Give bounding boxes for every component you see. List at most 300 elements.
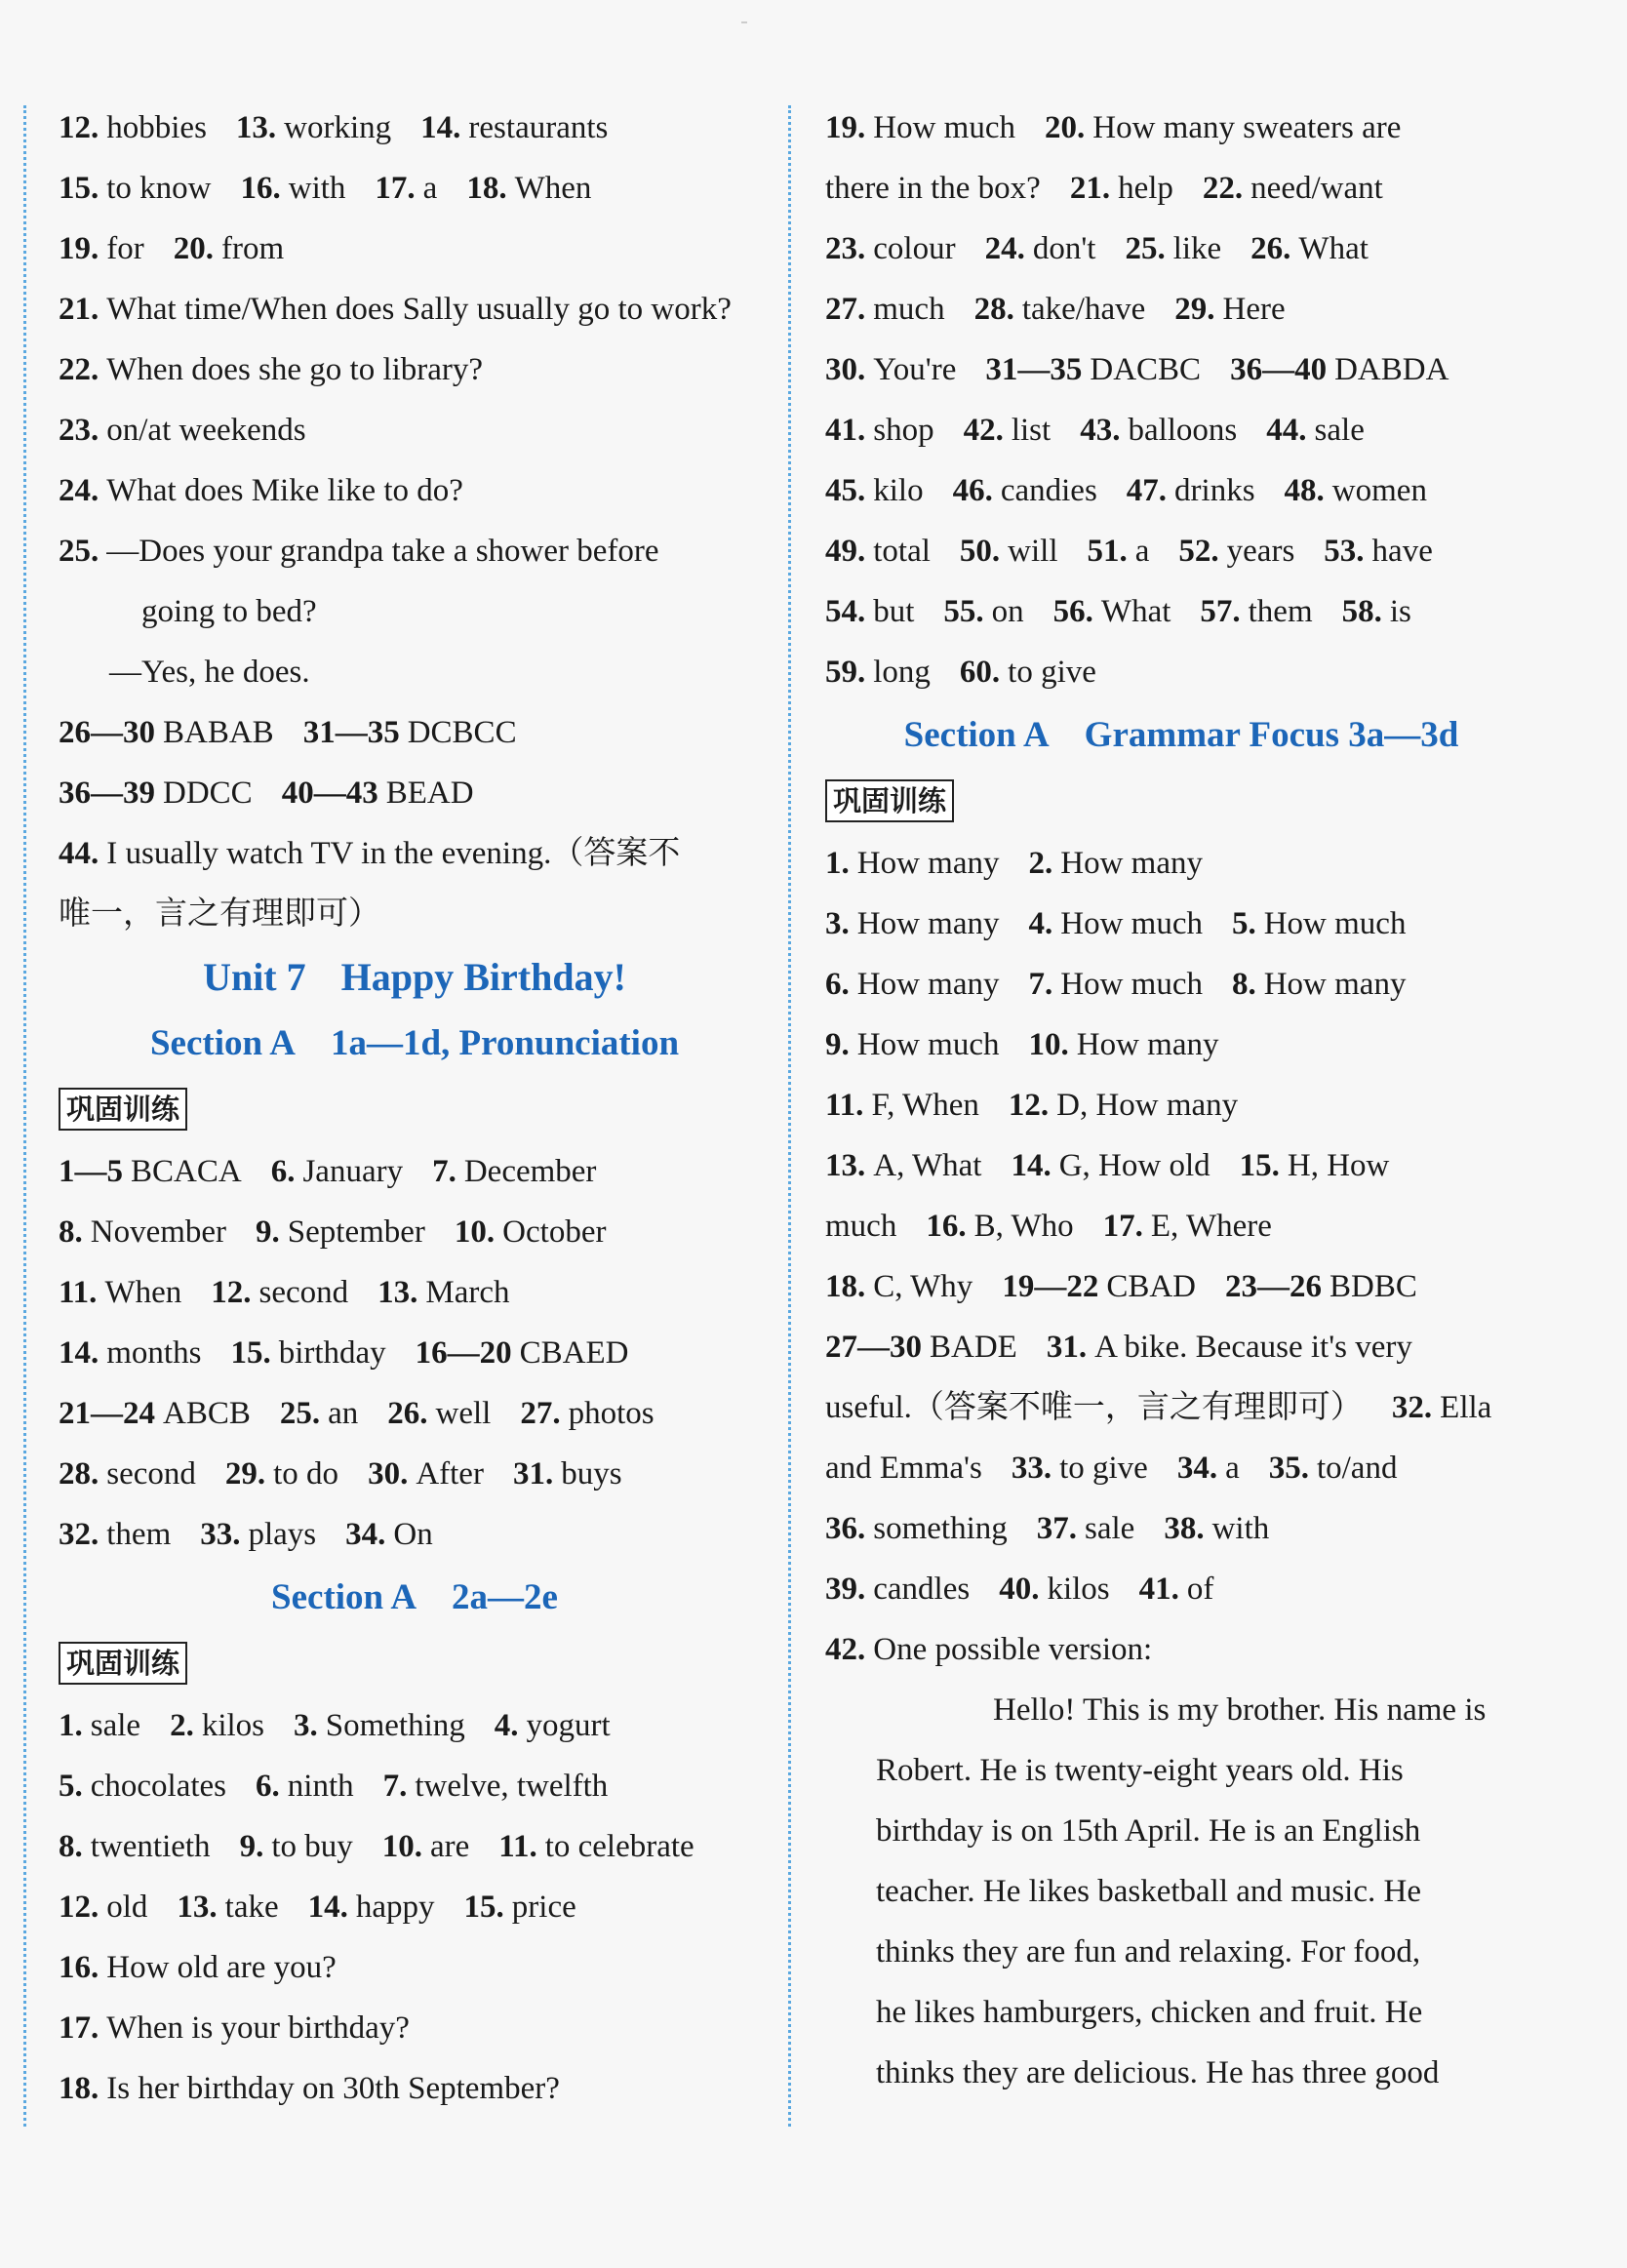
answer-line xyxy=(59,1877,771,1937)
answer-item xyxy=(387,1396,491,1431)
answer-item xyxy=(1002,1269,1196,1304)
item-number: 16. xyxy=(59,1950,99,1985)
item-number: 7. xyxy=(432,1154,456,1189)
answer-item xyxy=(308,1890,435,1925)
item-number: 18. xyxy=(825,1269,866,1304)
answer-item xyxy=(825,1027,999,1062)
item-answer: DABDA xyxy=(1334,352,1449,387)
answer-item xyxy=(236,110,391,145)
item-number: 41. xyxy=(1138,1572,1179,1607)
item-number: 11. xyxy=(825,1088,864,1123)
section-range: 2a—2e xyxy=(452,1577,558,1617)
answer-line xyxy=(825,339,1537,400)
item-number: 26. xyxy=(387,1396,428,1431)
item-answer: What time/When does Sally usually go to work? xyxy=(106,292,732,327)
answer-line xyxy=(59,339,771,400)
item-answer: drinks xyxy=(1174,473,1255,508)
item-answer: sale xyxy=(1085,1511,1135,1546)
answer-item xyxy=(59,231,144,266)
item-number: 11. xyxy=(59,1275,98,1310)
item-answer: twelve, twelfth xyxy=(415,1769,609,1804)
answer-line xyxy=(825,279,1537,339)
item-number: 36. xyxy=(825,1511,866,1546)
item-answer: to give xyxy=(1008,655,1096,690)
item-number: 12. xyxy=(59,1890,99,1925)
answer-item xyxy=(59,1214,226,1250)
item-answer: What xyxy=(1100,594,1171,629)
item-answer: After xyxy=(416,1456,484,1492)
answer-item xyxy=(1269,1451,1398,1486)
item-number: 24. xyxy=(59,473,99,508)
item-answer: photos xyxy=(568,1396,655,1431)
item-answer: candies xyxy=(1000,473,1097,508)
item-number: 16. xyxy=(240,171,281,206)
item-number: 1—5 xyxy=(59,1154,123,1189)
item-number: 18. xyxy=(466,171,507,206)
item-number: 9. xyxy=(239,1829,264,1864)
item-answer: going to bed? xyxy=(141,594,317,629)
item-number: 45. xyxy=(825,473,866,508)
item-number: 24. xyxy=(984,231,1025,266)
item-answer: is xyxy=(1389,594,1411,629)
scan-mark xyxy=(741,21,747,23)
answer-item xyxy=(59,1890,147,1925)
item-number: 14. xyxy=(1011,1148,1052,1183)
answer-item xyxy=(985,352,1201,387)
answer-item xyxy=(1225,1269,1417,1304)
answer-item xyxy=(825,906,999,941)
item-number: 58. xyxy=(1341,594,1382,629)
answer-line xyxy=(825,1135,1537,1196)
item-number: 33. xyxy=(200,1517,241,1552)
item-answer: How many xyxy=(1060,846,1203,881)
item-answer: How much xyxy=(1263,906,1407,941)
item-number: 32. xyxy=(59,1517,99,1552)
answer-line xyxy=(59,158,771,219)
item-answer: One possible version: xyxy=(873,1632,1153,1667)
item-answer: A, What xyxy=(873,1148,982,1183)
answer-line xyxy=(59,460,771,521)
item-answer: on/at weekends xyxy=(106,413,306,448)
answer-item xyxy=(1203,171,1383,206)
answer-item xyxy=(455,1214,607,1250)
answer-item xyxy=(1053,594,1171,629)
answer-item xyxy=(1266,413,1365,448)
item-number: 6. xyxy=(256,1769,280,1804)
item-answer: —Yes, he does. xyxy=(109,655,310,690)
answer-item xyxy=(59,776,253,811)
item-number: 18. xyxy=(59,2071,99,2106)
item-number: 48. xyxy=(1284,473,1325,508)
answer-item xyxy=(1240,1148,1390,1183)
item-number: 40—43 xyxy=(281,776,378,811)
answer-item xyxy=(960,534,1058,569)
answer-line xyxy=(825,219,1537,279)
practice-badge: 巩固训练 xyxy=(59,1642,187,1685)
item-answer: women xyxy=(1331,473,1427,508)
answer-line xyxy=(59,763,771,823)
item-number: 19. xyxy=(825,110,866,145)
item-answer: to give xyxy=(1059,1451,1148,1486)
item-number: 40. xyxy=(999,1572,1040,1607)
answer-block-5 xyxy=(825,98,1537,702)
item-answer: second xyxy=(258,1275,349,1310)
item-number: 22. xyxy=(59,352,99,387)
answer-item xyxy=(825,655,931,690)
item-answer: don't xyxy=(1032,231,1096,266)
item-number: 14. xyxy=(420,110,461,145)
item-number: 15. xyxy=(463,1890,504,1925)
item-answer: take xyxy=(224,1890,279,1925)
item-number: 10. xyxy=(381,1829,422,1864)
unit-number: Unit 7 xyxy=(203,955,306,999)
answer-item xyxy=(294,1708,465,1743)
item-answer: for xyxy=(106,231,144,266)
item-answer: chocolates xyxy=(90,1769,227,1804)
item-number: 20. xyxy=(173,231,214,266)
item-answer: When xyxy=(104,1275,182,1310)
item-number: 59. xyxy=(825,655,866,690)
answer-item xyxy=(985,231,1096,266)
item-answer: kilos xyxy=(201,1708,264,1743)
item-number: 27. xyxy=(520,1396,561,1431)
item-answer: BADE xyxy=(930,1330,1017,1365)
item-answer: H, How xyxy=(1287,1148,1390,1183)
practice-badge: 巩固训练 xyxy=(825,779,954,822)
item-number: 3. xyxy=(294,1708,318,1743)
answer-line xyxy=(59,98,771,158)
answer-line xyxy=(59,1444,771,1504)
answer-line xyxy=(825,400,1537,460)
answer-item xyxy=(1080,413,1237,448)
item-number: 13. xyxy=(377,1275,418,1310)
item-number: 20. xyxy=(1044,110,1086,145)
answer-line xyxy=(825,98,1537,158)
answer-item xyxy=(1125,231,1221,266)
answer-line xyxy=(825,1256,1537,1317)
answer-item xyxy=(953,473,1097,508)
answer-item xyxy=(466,171,591,206)
item-answer: How many xyxy=(856,846,1000,881)
item-answer: When xyxy=(514,171,592,206)
item-number: 1. xyxy=(59,1708,83,1743)
answer-line xyxy=(825,1559,1537,1619)
item-answer: colour xyxy=(873,231,956,266)
left-column xyxy=(59,98,771,2119)
answer-item xyxy=(498,1829,694,1864)
item-answer: second xyxy=(106,1456,196,1492)
answer-line xyxy=(825,1015,1537,1075)
item-answer: birthday xyxy=(278,1335,386,1371)
item-number: 46. xyxy=(952,473,993,508)
answer-line xyxy=(825,460,1537,521)
answer-item xyxy=(825,967,999,1002)
item-answer: have xyxy=(1371,534,1433,569)
answer-line xyxy=(59,1383,771,1444)
item-answer: a xyxy=(1225,1451,1240,1486)
item-number: 14. xyxy=(307,1890,348,1925)
item-number: 39. xyxy=(825,1572,866,1607)
item-answer: on xyxy=(991,594,1024,629)
item-number: 7. xyxy=(382,1769,408,1804)
item-number: 53. xyxy=(1324,534,1365,569)
answer-item xyxy=(383,1769,609,1804)
item-answer: —Does your grandpa take a shower before xyxy=(106,534,659,569)
answer-item xyxy=(282,776,474,811)
item-answer: years xyxy=(1226,534,1295,569)
answer-item xyxy=(520,1396,654,1431)
item-answer: DDCC xyxy=(163,776,253,811)
answer-item xyxy=(225,1456,338,1492)
item-number: 9. xyxy=(256,1214,280,1250)
item-number: 23. xyxy=(59,413,99,448)
item-number: 21—24 xyxy=(59,1396,155,1431)
item-number: 32. xyxy=(1391,1390,1433,1425)
badge-row xyxy=(59,1631,771,1695)
answer-item xyxy=(825,352,956,387)
answer-block-6 xyxy=(825,833,1537,1680)
item-answer: candles xyxy=(873,1572,971,1607)
item-answer: November xyxy=(90,1214,227,1250)
answer-item xyxy=(368,1456,484,1492)
answer-line xyxy=(59,1998,771,2058)
item-answer: plays xyxy=(248,1517,317,1552)
answer-line xyxy=(59,1504,771,1565)
item-answer: them xyxy=(106,1517,172,1552)
item-answer: something xyxy=(873,1511,1008,1546)
item-number: 35. xyxy=(1268,1451,1309,1486)
answer-line xyxy=(59,2058,771,2119)
answer-item xyxy=(59,715,274,750)
answer-line xyxy=(825,894,1537,954)
item-answer: You're xyxy=(873,352,957,387)
answer-line xyxy=(59,521,771,581)
answer-item xyxy=(825,171,1041,206)
item-number: 27. xyxy=(825,292,866,327)
item-answer: months xyxy=(106,1335,202,1371)
item-number: 19—22 xyxy=(1002,1269,1099,1304)
answer-item xyxy=(1164,1511,1269,1546)
item-answer: How many xyxy=(1076,1027,1219,1062)
essay-line: teacher. He likes basketball and music. He xyxy=(876,1874,1421,1909)
answer-item xyxy=(59,1335,201,1371)
item-answer: useful.（答案不唯一，言之有理即可） xyxy=(825,1390,1363,1425)
item-number: 23—26 xyxy=(1225,1269,1322,1304)
answer-item xyxy=(59,413,306,448)
item-number: 50. xyxy=(959,534,1001,569)
item-answer: balloons xyxy=(1128,413,1238,448)
answer-item xyxy=(825,846,999,881)
item-answer: F, When xyxy=(871,1088,979,1123)
item-number: 31. xyxy=(1046,1330,1088,1365)
answer-line xyxy=(825,1377,1537,1438)
answer-line xyxy=(59,1323,771,1383)
answer-line xyxy=(825,1498,1537,1559)
item-number: 36—39 xyxy=(59,776,155,811)
answer-line xyxy=(825,833,1537,894)
answer-item xyxy=(59,2010,410,2046)
item-answer: much xyxy=(825,1209,897,1244)
item-answer: When does she go to library? xyxy=(106,352,484,387)
item-number: 60. xyxy=(959,655,1001,690)
answer-line xyxy=(59,1695,771,1756)
item-answer: How many xyxy=(856,967,1000,1002)
answer-item xyxy=(825,1269,972,1304)
item-number: 37. xyxy=(1036,1511,1077,1546)
answer-item xyxy=(825,413,934,448)
answer-item xyxy=(59,1769,226,1804)
item-answer: On xyxy=(393,1517,433,1552)
item-answer: ninth xyxy=(287,1769,354,1804)
answer-item xyxy=(926,1209,1073,1244)
answer-item xyxy=(825,1572,970,1607)
answer-item xyxy=(825,110,1015,145)
item-answer: BDBC xyxy=(1329,1269,1417,1304)
item-answer: buys xyxy=(561,1456,622,1492)
answer-line xyxy=(825,1075,1537,1135)
answer-item xyxy=(1009,1088,1238,1123)
answer-item xyxy=(382,1829,470,1864)
item-number: 11. xyxy=(498,1829,537,1864)
item-answer: happy xyxy=(355,1890,435,1925)
item-number: 12. xyxy=(59,110,99,145)
item-number: 44. xyxy=(1266,413,1307,448)
item-answer: How much xyxy=(856,1027,1000,1062)
item-number: 21. xyxy=(59,292,99,327)
answer-line xyxy=(59,702,771,763)
item-answer: price xyxy=(511,1890,576,1925)
answer-item xyxy=(1200,594,1312,629)
item-number: 21. xyxy=(1069,171,1111,206)
badge-row xyxy=(825,769,1537,833)
item-answer: I usually watch TV in the evening.（答案不 xyxy=(106,836,681,871)
answer-item xyxy=(256,1214,425,1250)
item-answer: DCBCC xyxy=(407,715,517,750)
answer-block-2 xyxy=(59,702,771,823)
answer-item xyxy=(1028,846,1202,881)
answer-item xyxy=(59,1517,171,1552)
item-answer: to celebrate xyxy=(544,1829,694,1864)
item-answer: B, Who xyxy=(973,1209,1074,1244)
item-number: 31. xyxy=(512,1456,554,1492)
answer-item xyxy=(825,1209,896,1244)
item-number: 1. xyxy=(825,846,850,881)
item-answer: What xyxy=(1298,231,1369,266)
answer-line xyxy=(825,1438,1537,1498)
answer-item xyxy=(345,1517,433,1552)
item-number: 41. xyxy=(825,413,866,448)
answer-line xyxy=(59,219,771,279)
item-answer: long xyxy=(873,655,931,690)
item-number: 25. xyxy=(59,534,99,569)
answer-item xyxy=(1070,171,1173,206)
answer-item xyxy=(825,231,956,266)
item-answer: kilo xyxy=(873,473,924,508)
essay-line: Hello! This is my brother. His name is xyxy=(993,1692,1487,1728)
answer-line xyxy=(825,642,1537,702)
item-number: 51. xyxy=(1087,534,1128,569)
center-dotted-rule xyxy=(788,105,791,2127)
answer-item xyxy=(464,1890,576,1925)
item-answer: help xyxy=(1118,171,1173,206)
item-number: 17. xyxy=(375,171,416,206)
item-number: 30. xyxy=(368,1456,409,1492)
item-answer: well xyxy=(435,1396,492,1431)
answer-item xyxy=(211,1275,348,1310)
item-answer: C, Why xyxy=(873,1269,973,1304)
item-number: 34. xyxy=(1176,1451,1218,1486)
item-answer: How many xyxy=(856,906,1000,941)
item-answer: much xyxy=(873,292,945,327)
item-number: 36—40 xyxy=(1230,352,1328,387)
item-answer: sale xyxy=(90,1708,141,1743)
item-number: 9. xyxy=(825,1027,850,1062)
item-number: 8. xyxy=(59,1214,83,1250)
answer-item xyxy=(174,231,284,266)
item-number: 4. xyxy=(1028,906,1053,941)
answer-item xyxy=(59,352,483,387)
answer-item xyxy=(1230,352,1448,387)
answer-item xyxy=(1285,473,1427,508)
item-answer: E, Where xyxy=(1150,1209,1272,1244)
answer-item xyxy=(1174,292,1285,327)
answer-item xyxy=(59,1154,242,1189)
item-number: 2. xyxy=(170,1708,194,1743)
item-answer: What does Mike like to do? xyxy=(106,473,463,508)
item-number: 28. xyxy=(59,1456,99,1492)
answer-item xyxy=(825,292,945,327)
item-number: 17. xyxy=(1102,1209,1143,1244)
answer-item xyxy=(825,1088,979,1123)
item-answer: them xyxy=(1248,594,1313,629)
item-number: 22. xyxy=(1202,171,1244,206)
item-answer: total xyxy=(873,534,931,569)
answer-item xyxy=(825,1511,1008,1546)
answer-line xyxy=(59,1262,771,1323)
item-answer: a xyxy=(422,171,438,206)
answer-line xyxy=(825,954,1537,1015)
section-range: Grammar Focus 3a—3d xyxy=(1084,715,1459,755)
answer-item xyxy=(1045,110,1401,145)
item-answer: take/have xyxy=(1021,292,1146,327)
item-number: 31—35 xyxy=(985,352,1083,387)
item-number: 6. xyxy=(270,1154,296,1189)
item-number: 5. xyxy=(59,1769,83,1804)
section-heading xyxy=(59,1565,771,1631)
answer-item xyxy=(513,1456,622,1492)
answer-item xyxy=(200,1517,316,1552)
item-answer: sale xyxy=(1314,413,1365,448)
item-answer: CBAED xyxy=(519,1335,629,1371)
item-answer: September xyxy=(287,1214,425,1250)
item-number: 17. xyxy=(59,2010,99,2046)
answer-item xyxy=(303,715,517,750)
item-number: 3. xyxy=(825,906,850,941)
item-number: 25. xyxy=(1125,231,1166,266)
item-answer: 唯一，言之有理即可） xyxy=(59,896,380,932)
answer-item xyxy=(1028,967,1202,1002)
item-answer: BEAD xyxy=(385,776,474,811)
item-number: 10. xyxy=(454,1214,496,1250)
item-answer: How old are you? xyxy=(106,1950,337,1985)
unit-name: Happy Birthday! xyxy=(340,955,626,999)
answer-block-4 xyxy=(59,1695,771,2119)
answer-item xyxy=(59,171,212,206)
item-answer: need/want xyxy=(1250,171,1383,206)
answer-item xyxy=(1250,231,1369,266)
essay-line: thinks they are fun and relaxing. For food, xyxy=(876,1934,1421,1970)
item-number: 8. xyxy=(59,1829,83,1864)
